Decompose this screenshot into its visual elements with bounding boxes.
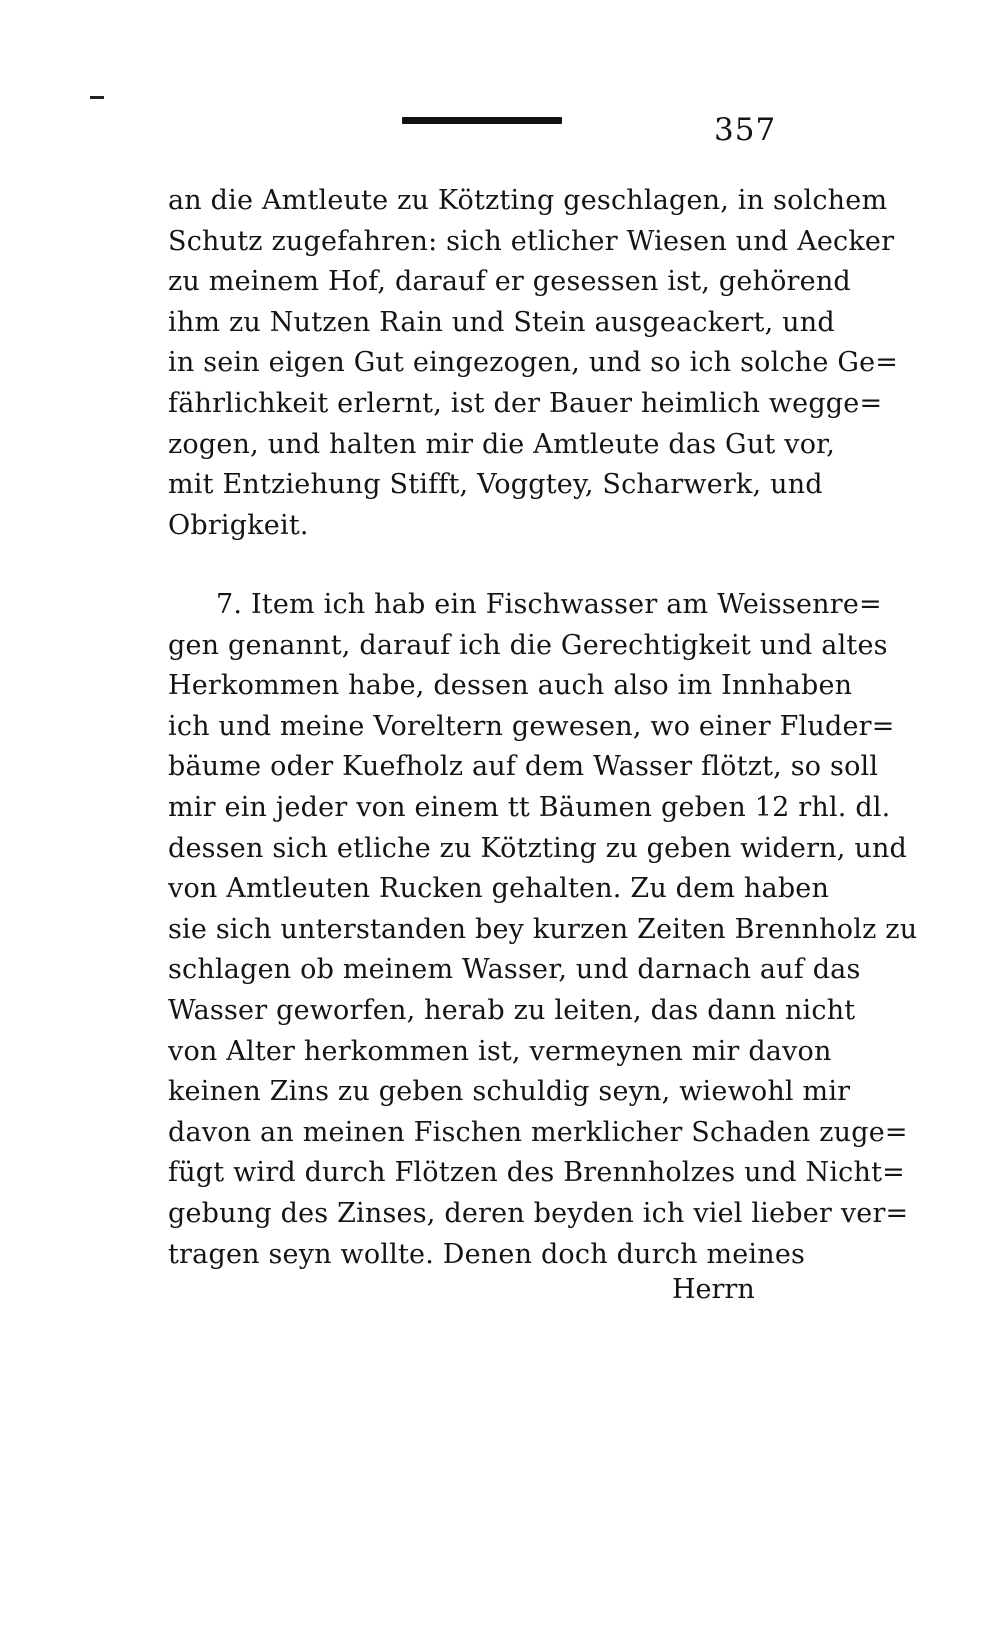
text-line: in sein eigen Gut eingezogen, und so ich solche Ge=: [168, 347, 899, 379]
text-line: zogen, und halten mir die Amtleute das Gut vor,: [168, 428, 836, 460]
paragraph-1: [168, 181, 899, 546]
text-line: an die Amtleute zu Kötzting geschlagen, in solchem: [168, 185, 888, 216]
text-line: sie sich unterstanden bey kurzen Zeiten Brennholz zu: [168, 913, 918, 945]
text-line: dessen sich etliche zu Kötzting zu geben widern, und: [168, 832, 908, 864]
text-line: fährlichkeit erlernt, ist der Bauer heimlich wegge=: [168, 387, 883, 419]
page-number: 357: [714, 112, 777, 148]
text-line: keinen Zins zu geben schuldig seyn, wiewohl mir: [168, 1076, 851, 1108]
text-line: Schutz zugefahren: sich etlicher Wiesen und Aecker: [168, 225, 895, 257]
text-line: mir ein jeder von einem tt Bäumen geben 12 rhl. dl.: [168, 791, 891, 823]
text-line: davon an meinen Fischen merklicher Schaden zuge=: [168, 1116, 908, 1148]
text-line: tragen seyn wollte. Denen doch durch meines: [168, 1238, 806, 1270]
text-line: mit Entziehung Stifft, Voggtey, Scharwerk, und: [168, 469, 823, 501]
text-line: fügt wird durch Flötzen des Brennholzes und Nicht=: [168, 1157, 905, 1189]
catchword: Herrn: [672, 1274, 755, 1305]
text-line: ihm zu Nutzen Rain und Stein ausgeackert, und: [168, 306, 835, 338]
text-line: von Alter herkommen ist, vermeynen mir davon: [168, 1035, 832, 1067]
text-line: Obrigkeit.: [168, 509, 309, 541]
header-rule: [402, 117, 562, 124]
text-line: ich und meine Voreltern gewesen, wo einer Fluder=: [168, 710, 895, 742]
text-line: 7. Item ich hab ein Fischwasser am Weissenre=: [216, 589, 882, 620]
text-line: von Amtleuten Rucken gehalten. Zu dem haben: [168, 873, 830, 905]
text-line: bäume oder Kuefholz auf dem Wasser flötzt, so soll: [168, 751, 879, 783]
text-line: Herkommen habe, dessen auch also im Innhaben: [168, 670, 853, 702]
text-line: gen genannt, darauf ich die Gerechtigkeit und altes: [168, 629, 888, 661]
text-line: gebung des Zinses, deren beyden ich viel lieber ver=: [168, 1197, 909, 1229]
margin-mark: [90, 96, 104, 99]
text-line: zu meinem Hof, darauf er gesessen ist, gehörend: [168, 266, 851, 298]
text-line: Wasser geworfen, herab zu leiten, das dann nicht: [168, 994, 856, 1026]
text-line: schlagen ob meinem Wasser, und darnach auf das: [168, 954, 861, 986]
paragraph-2: [168, 585, 918, 1275]
